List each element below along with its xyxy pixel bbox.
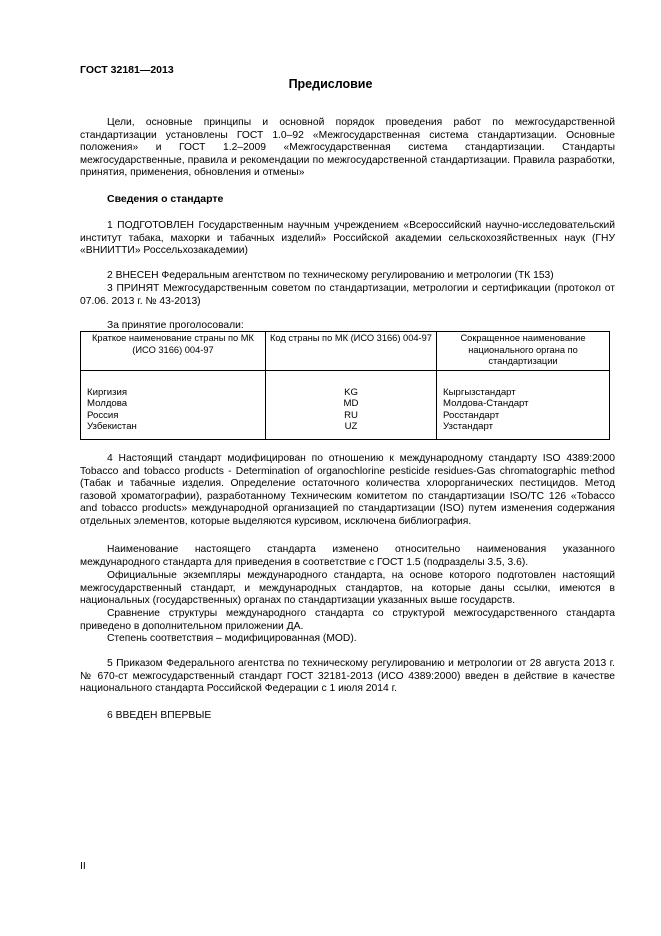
col-header-code: Код страны по МК (ИСО 3166) 004-97 <box>266 332 437 371</box>
standards-body: Узстандарт <box>443 421 494 432</box>
section-heading: Сведения о стандарте <box>107 193 224 205</box>
document-code: ГОСТ 32181—2013 <box>80 64 174 76</box>
country-name: Молдова <box>87 398 128 409</box>
intro-paragraph: Цели, основные принципы и основной порядок проведения работ по межгосударственной стандартизации установлены ГОСТ 1.0–92 «Межгосударственная система стандартизации. Основные положения» и ГОСТ 1.2–2009 «Межгосударственная система стандартизации. Стандарты межгосударственные, правила и рекомендации по межгосударственной стандартизации. Правила разработки, принятия, применения, обновления и отмены» <box>80 117 615 179</box>
page-number: II <box>80 860 86 872</box>
code-cell <box>266 370 437 439</box>
country-code: KG <box>344 386 358 398</box>
country-code: UZ <box>344 421 358 432</box>
item-2: 2 ВНЕСЕН Федеральным агентством по техническому регулированию и метрологии (ТК 153) <box>107 270 554 281</box>
col-header-country: Краткое наименование страны по МК (ИСО 3166) 004-97 <box>81 332 266 371</box>
item-3: 3 ПРИНЯТ Межгосударственным советом по стандартизации, метрологии и сертификации (протокол от 07.06. 2013 г. № 43-2013) <box>80 283 615 307</box>
country-code: RU <box>344 409 358 421</box>
country-cell <box>81 370 266 439</box>
item-5: 5 Приказом Федерального агентства по техническому регулированию и метрологии от 28 августа 2013 г. № 670-ст межгосударственный стандарт ГОСТ 32181-2013 (ИСО 4389:2000) введен в действие в качестве национального стандарта Российской Федерации с 1 июля 2014 г. <box>80 658 615 695</box>
vote-label: За принятие проголосовали: <box>107 320 244 331</box>
table-row <box>81 370 610 439</box>
item-6: 6 ВВЕДЕН ВПЕРВЫЕ <box>107 710 212 721</box>
item-4: 4 Настоящий стандарт модифицирован по отношению к международному стандарту ISO 4389:2000 Tobacco and tobacco products - Determination of organochlorine pesticide residues-Gas chromatographic method (Табак и табачные изделия. Определение остаточного количества хлорорганических пестицидов. Метод газовой хроматографии), разработанному Техническим комитетом по стандартизации ISO/TC 126 «Tobacco and tobacco products» международной организацией по стандартизации (ISO) путем изменения содержания отдельных элементов, которые выделяются курсивом, исключена библиография. <box>80 453 615 527</box>
voting-table <box>80 331 610 440</box>
page-title: Предисловие <box>288 77 373 91</box>
item-4-conformity-degree: Степень соответствия – модифицированная (MOD). <box>107 633 357 644</box>
country-code: MD <box>343 398 359 409</box>
item-4-official-copies: Официальные экземпляры международного стандарта, на основе которого подготовлен настоящий межгосударственный стандарт, и международных стандартов, на которые даны ссылки, имеются в национальных (государственных) органах по стандартизации указанных выше государств. <box>80 570 615 607</box>
col-header-body: Сокращенное наименование национального органа по стандартизации <box>437 332 610 371</box>
item-4-structure-comparison: Сравнение структуры международного стандарта со структурой межгосударственного стандарта приведено в дополнительном приложении ДА. <box>80 608 615 632</box>
country-name: Киргизия <box>87 386 128 398</box>
item-4-name-change: Наименование настоящего стандарта изменено относительно наименования указанного международного стандарта для приведения в соответствие с ГОСТ 1.5 (подразделы 3.5, 3.6). <box>80 544 615 568</box>
body-cell <box>437 370 610 439</box>
standards-body: Молдова-Стандарт <box>443 398 529 409</box>
country-name: Россия <box>87 409 119 421</box>
country-name: Узбекистан <box>87 421 137 432</box>
standards-body: Кыргызстандарт <box>443 386 516 398</box>
standards-body: Росстандарт <box>443 409 500 421</box>
item-1: 1 ПОДГОТОВЛЕН Государственным научным учреждением «Всероссийский научно-исследовательский институт табака, махорки и табачных изделий» Российской академии сельскохозяйственных наук (ГНУ «ВНИИТТИ» Россельхозакадемии) <box>80 220 615 257</box>
table-header-row <box>81 332 610 371</box>
